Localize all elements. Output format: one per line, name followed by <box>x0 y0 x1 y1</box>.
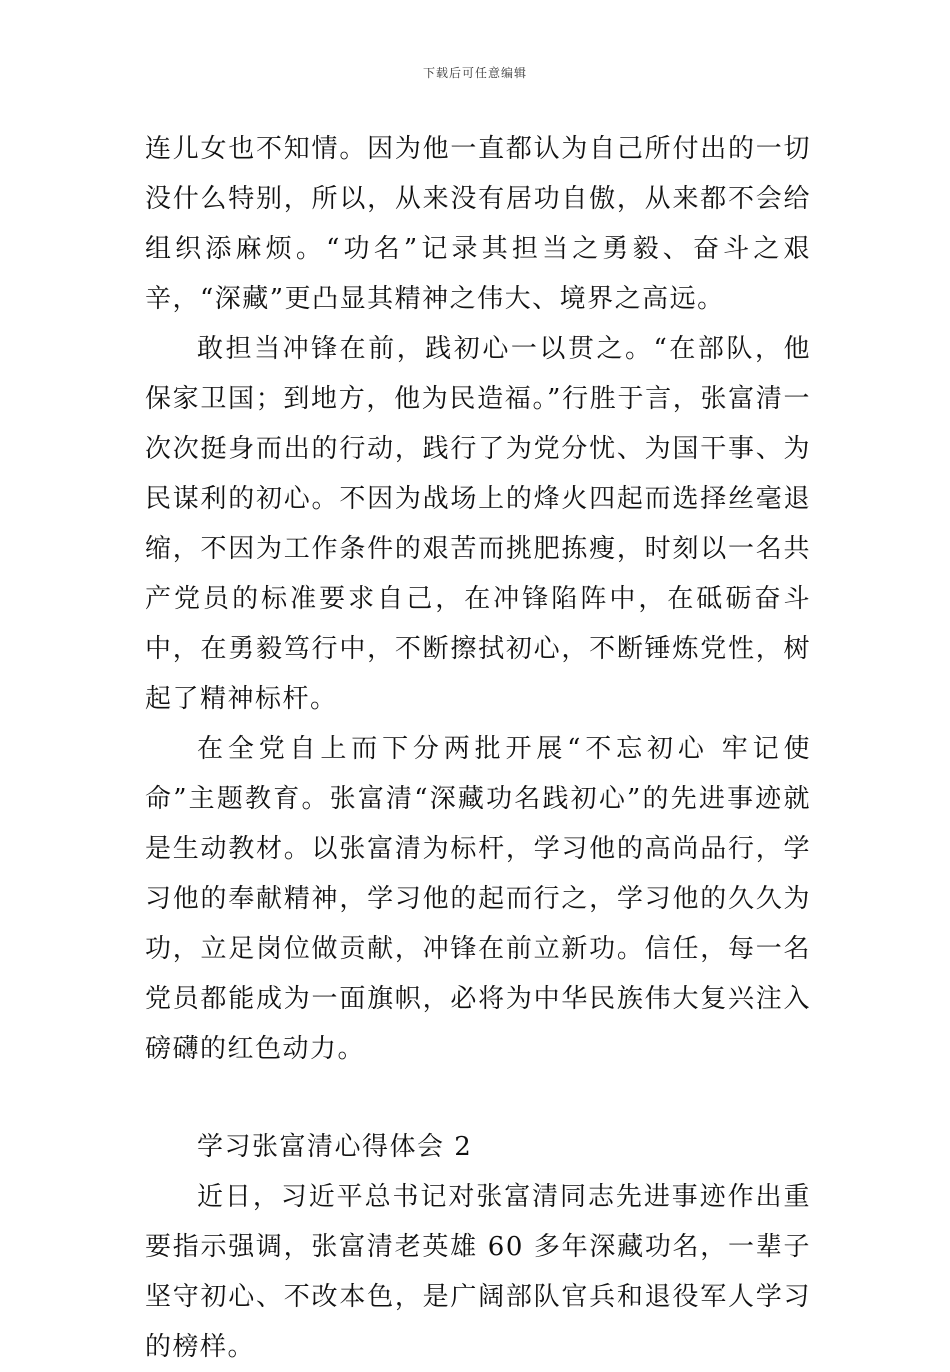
paragraph-continued: 连儿女也不知情。因为他一直都认为自己所付出的一切没什么特别，所以，从来没有居功自傲，从来都不会给组织添麻烦。“功名”记录其担当之勇毅、奋斗之艰辛，“深藏”更凸显其精神之伟大、境界之高远。 <box>145 134 811 314</box>
section-title: 学习张富清心得体会 2 <box>197 1132 473 1162</box>
document-body <box>145 124 811 1372</box>
paragraph-charge-forward: 敢担当冲锋在前，践初心一以贯之。“在部队，他保家卫国；到地方，他为民造福。”行胜于言，张富清一次次挺身而出的行动，践行了为党分忧、为国干事、为民谋利的初心。不因为战场上的烽火四起而选择丝毫退缩，不因为工作条件的艰苦而挑肥拣瘦，时刻以一名共产党员的标准要求自己，在冲锋陷阵中，在砥砺奋斗中，在勇毅笃行中，不断擦拭初心，不断锤炼党性，树起了精神标杆。 <box>145 334 811 714</box>
page-header-note: 下载后可任意编辑 <box>422 66 527 80</box>
section-paragraph: 近日，习近平总书记对张富清同志先进事迹作出重要指示强调，张富清老英雄 60 多年深藏功名，一辈子坚守初心、不改本色，是广阔部队官兵和退役军人学习的榜样。 <box>145 1182 811 1362</box>
paragraph-theme-education: 在全党自上而下分两批开展“不忘初心 牢记使命”主题教育。张富清“深藏功名践初心”的先进事迹就是生动教材。以张富清为标杆，学习他的高尚品行，学习他的奉献精神，学习他的起而行之，学习他的久久为功，立足岗位做贡献，冲锋在前立新功。信任，每一名党员都能成为一面旗帜，必将为中华民族伟大复兴注入磅礴的红色动力。 <box>145 734 811 1064</box>
